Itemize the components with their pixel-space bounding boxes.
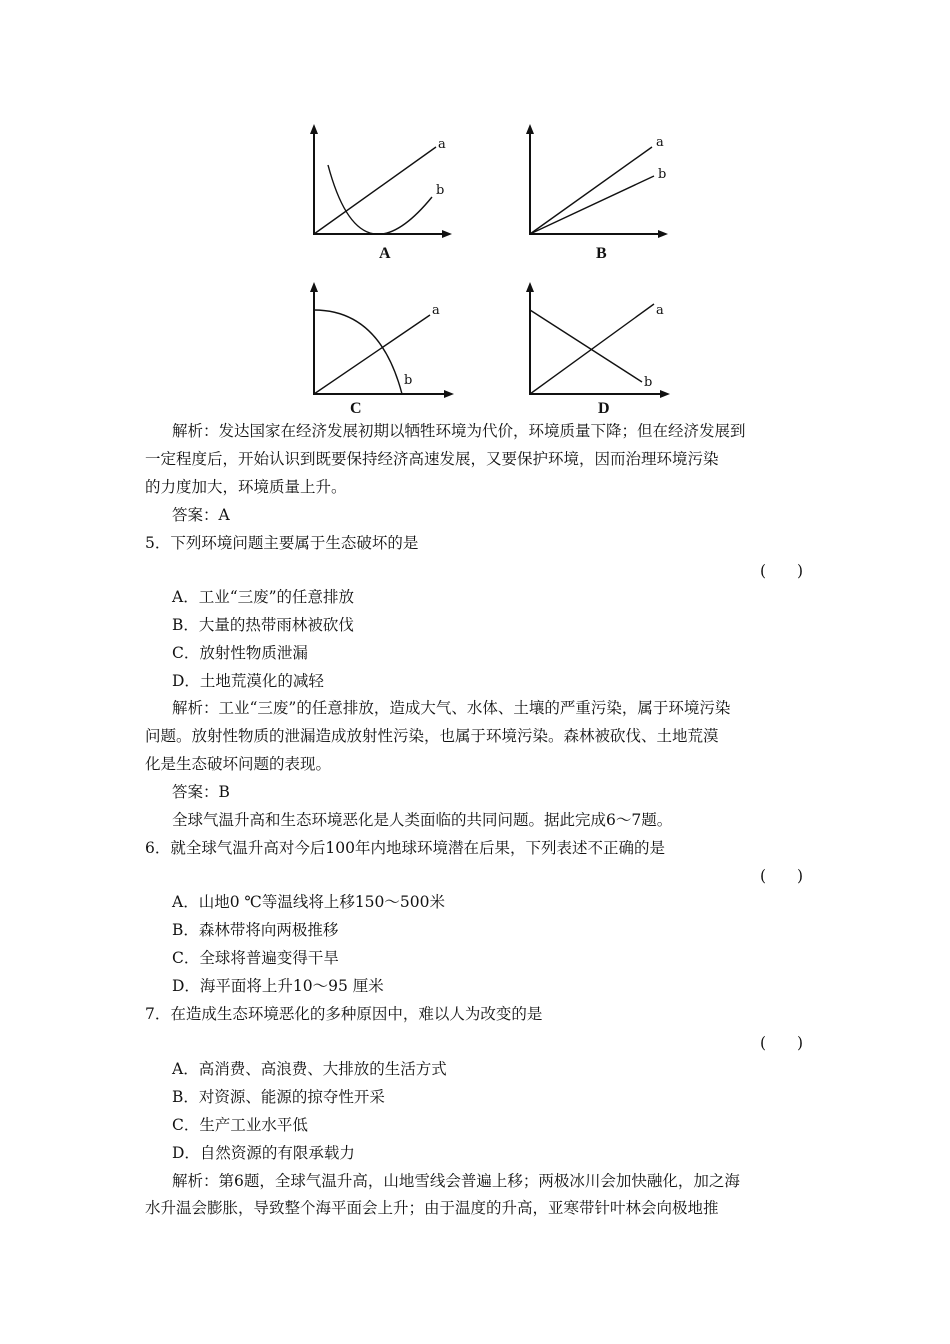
caption-a: A [379,245,391,262]
caption-d: D [598,400,610,417]
q7-option-b[interactable]: B．对资源、能源的掠夺性开采 [172,1088,385,1106]
line-a [530,304,654,394]
q5-answer-blank[interactable]: ( ) [760,562,804,580]
line-a [314,147,436,234]
q5-analysis-line-2: 问题。放射性物质的泄漏造成放射性污染，也属于环境污染。森林被砍伐、土地荒漠 [145,727,719,745]
line-a [314,315,430,394]
q7-answer-blank[interactable]: ( ) [760,1034,804,1052]
line-a [530,147,652,234]
x-arrow [660,390,670,398]
axes [314,286,450,394]
q7-analysis-line-1: 解析：第6题，全球气温升高，山地雪线会普遍上移；两极冰川会加快融化，加之海 [172,1172,740,1190]
label-a: a [656,303,664,318]
figure-a [300,120,460,270]
axes [314,128,448,234]
q5-option-b[interactable]: B．大量的热带雨林被砍伐 [172,616,354,634]
q7-option-c[interactable]: C．生产工业水平低 [172,1116,308,1134]
y-arrow [526,282,534,292]
q7-stem: 7．在造成生态环境恶化的多种原因中，难以人为改变的是 [145,1005,543,1023]
graph-c [300,280,460,420]
q4-analysis-line-3: 的力度加大，环境质量上升。 [145,478,347,496]
label-a: a [438,137,446,152]
curve-b [328,165,432,234]
q7-analysis-line-2: 水升温会膨胀，导致整个海平面会上升；由于温度的升高，亚寒带针叶林会向极地推 [145,1199,719,1217]
label-a: a [432,303,440,318]
y-arrow [310,282,318,292]
label-b: b [436,183,445,198]
label-b: b [644,375,653,390]
q5-stem: 5．下列环境问题主要属于生态破坏的是 [145,534,419,552]
y-arrow [310,124,318,134]
graph-b [516,120,676,270]
q5-analysis-line-3: 化是生态破坏问题的表现。 [145,755,332,773]
line-b [530,176,654,234]
q6-answer-blank[interactable]: ( ) [760,867,804,885]
label-b: b [658,167,667,182]
figure-d [516,280,676,420]
x-arrow [444,390,454,398]
graph-a [300,120,460,270]
q7-option-d[interactable]: D．自然资源的有限承载力 [172,1144,355,1162]
figure-b [516,120,676,270]
q6-option-b[interactable]: B．森林带将向两极推移 [172,921,339,939]
curve-b [314,310,402,394]
caption-c: C [350,400,362,417]
q7-option-a[interactable]: A．高消费、高浪费、大排放的生活方式 [172,1060,447,1078]
q5-option-d[interactable]: D．土地荒漠化的减轻 [172,672,324,690]
q5-answer: 答案：B [172,783,230,801]
y-arrow [526,124,534,134]
x-arrow [442,230,452,238]
q5-option-a[interactable]: A．工业“三废”的任意排放 [172,588,355,606]
graph-d [516,280,676,420]
q6-stem: 6．就全球气温升高对今后100年内地球环境潜在后果，下列表述不正确的是 [145,839,665,857]
caption-b: B [596,245,607,262]
line-b [530,310,642,382]
label-a: a [656,135,664,150]
q5-analysis-line-1: 解析：工业“三废”的任意排放，造成大气、水体、土壤的严重污染，属于环境污染 [172,699,731,717]
q4-answer: 答案：A [172,506,230,524]
q6-option-d[interactable]: D．海平面将上升10～95 厘米 [172,977,384,995]
x-arrow [658,230,668,238]
q6-option-c[interactable]: C．全球将普遍变得干旱 [172,949,339,967]
q4-analysis-line-2: 一定程度后，开始认识到既要保持经济高速发展，又要保护环境，因而治理环境污染 [145,450,719,468]
q4-analysis-line-1: 解析：发达国家在经济发展初期以牺牲环境为代价，环境质量下降；但在经济发展到 [172,422,746,440]
figure-c [300,280,460,420]
label-b: b [404,373,413,388]
q6-option-a[interactable]: A．山地0 ℃等温线将上移150～500米 [172,893,445,911]
intro-6-7: 全球气温升高和生态环境恶化是人类面临的共同问题。据此完成6～7题。 [172,811,673,829]
q5-option-c[interactable]: C．放射性物质泄漏 [172,644,308,662]
